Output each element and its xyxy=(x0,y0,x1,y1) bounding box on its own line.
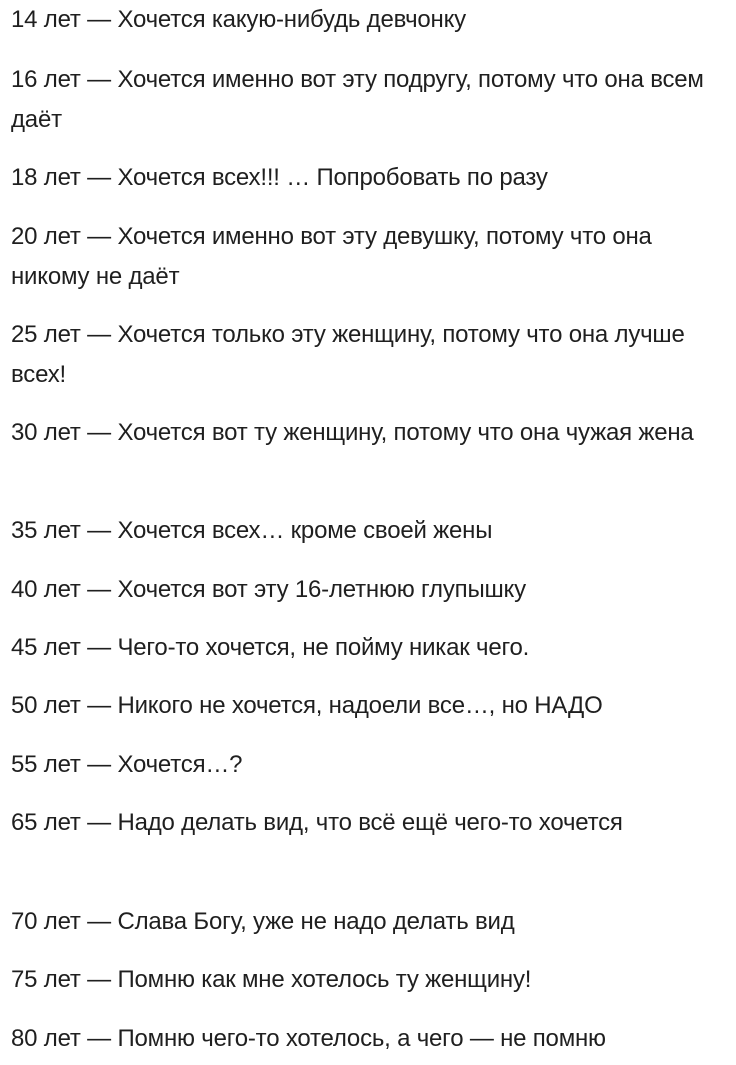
entry-16: 16 лет — Хочется именно вот эту подругу, потому что она всем даёт xyxy=(11,66,704,133)
entry-25: 25 лет — Хочется только эту женщину, потому что она лучше всех! xyxy=(11,321,685,388)
entry-35: 35 лет — Хочется всех… кроме своей жены xyxy=(11,517,493,544)
entry-14: 14 лет — Хочется какую-нибудь девчонку xyxy=(11,6,466,33)
entry-70: 70 лет — Слава Богу, уже не надо делать вид xyxy=(11,908,515,935)
entry-80: 80 лет — Помню чего-то хотелось, а чего — не помню xyxy=(11,1025,606,1052)
entry-75: 75 лет — Помню как мне хотелось ту женщину! xyxy=(11,966,532,993)
entry-45: 45 лет — Чего-то хочется, не пойму никак чего. xyxy=(11,634,530,661)
entry-55: 55 лет — Хочется…? xyxy=(11,751,243,778)
entry-20: 20 лет — Хочется именно вот эту девушку, потому что она никому не даёт xyxy=(11,223,652,290)
entry-50: 50 лет — Никого не хочется, надоели все…, но НАДО xyxy=(11,692,603,719)
entry-40: 40 лет — Хочется вот эту 16-летнюю глупышку xyxy=(11,576,526,603)
entry-65: 65 лет — Надо делать вид, что всё ещё чего-то хочется xyxy=(11,809,623,836)
entry-30: 30 лет — Хочется вот ту женщину, потому что она чужая жена xyxy=(11,419,694,446)
entry-18: 18 лет — Хочется всех!!! … Попробовать по разу xyxy=(11,164,548,191)
